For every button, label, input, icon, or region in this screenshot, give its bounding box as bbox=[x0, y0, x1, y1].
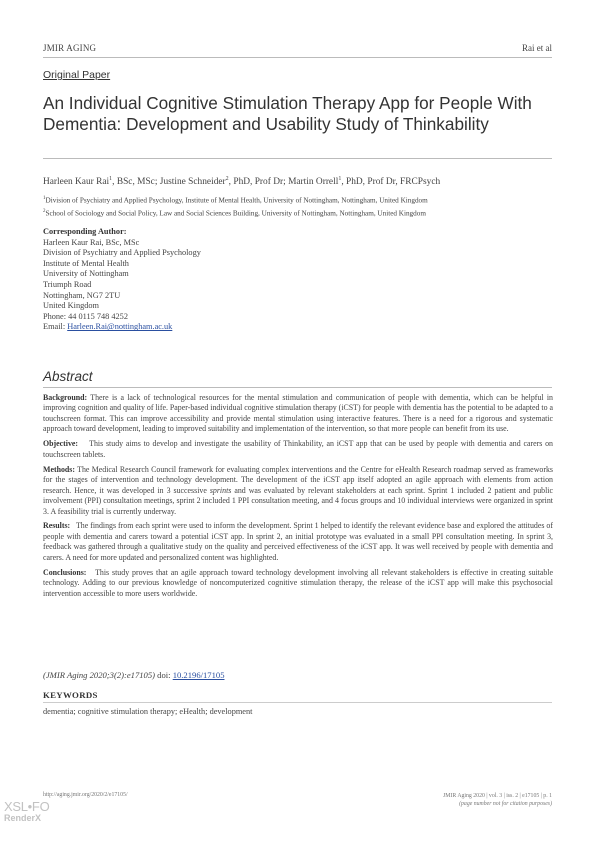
author-degrees: , PhD, Prof Dr, FRCPsych bbox=[341, 177, 441, 188]
logo-line-2: RenderX bbox=[4, 813, 42, 823]
logo-line-1: XSL•FO bbox=[4, 799, 50, 814]
results-label: Results: bbox=[43, 521, 71, 531]
author-affil-mark: 2 bbox=[225, 176, 229, 182]
corr-line: Triumph Road bbox=[43, 279, 92, 289]
journal-name: JMIR AGING bbox=[43, 43, 97, 53]
affiliation-number: 2 bbox=[43, 209, 46, 214]
author-name: Martin Orrell bbox=[288, 177, 339, 188]
corr-line: Institute of Mental Health bbox=[43, 258, 129, 268]
author-degrees: , BSc, MSc; bbox=[112, 177, 160, 188]
methods-label: Methods: bbox=[43, 464, 75, 474]
footer-url: http://aging.jmir.org/2020/2/e17105/ bbox=[43, 792, 128, 798]
affiliation-text: Division of Psychiatry and Applied Psychology, Institute of Mental Health, University of Nottingham, Nottingham, United Kingdom bbox=[45, 196, 428, 205]
email-label: Email: bbox=[43, 322, 68, 332]
keywords-heading: KEYWORDS bbox=[43, 690, 98, 700]
objective-text: This study aims to develop and investigate the usability of Thinkability, an iCST app that can be used by people with dementia and carers on touchscreen tablets. bbox=[43, 439, 554, 459]
methods-text: The Medical Research Council framework for evaluating complex interventions and the Centre for eHealth Research roadmap served as frameworks for the stages of intervention and technology development. The development of the iCST app itself adopted an agile approach with elements from action research. Hence, it was developed in 3 successive bbox=[43, 464, 553, 495]
corr-line: University of Nottingham bbox=[43, 269, 129, 279]
citation-line bbox=[43, 670, 225, 680]
background-text: There is a lack of technological resources for the mental stimulation and communication of people with dementia, which can be helpful in improving cognition and quality of life. Paper-based individual cognitive stimulation therapy (iCST) for people with dementia has the potential to be adapted to a touchscreen format. This can improve accessibility and provide mental stimulation using interactive features. There is a need for a rigorous and systematic approach toward development, leading to improved suitability and implementation of the intervention, so that more people can benefit from its use. bbox=[43, 393, 553, 434]
results-text: The findings from each sprint were used to inform the development. Sprint 1 helped to identify the relevant evidence base and explored the attitudes of people with dementia and carers toward a potential iCST app. In sprint 2, an initial prototype was evaluated in a small PPI consultation meeting. In sprint 3, feedback was gathered through a qualitative study on the quality and perceived effectiveness of the iCST app. It was well received by people with dementia and carers. A need for more updated and personalized content was highlighted. bbox=[43, 521, 553, 562]
section-tag: Original Paper bbox=[43, 69, 111, 81]
doi-label: doi: bbox=[155, 670, 173, 680]
methods-text-2: and was evaluated by relevant stakeholders at each sprint. Sprint 1 included 2 patient and public involvement (PPI) consultation meetings, sprint 2 included 1 PPI consultation meeting, and 4 focus groups and 10 individual interviews were organized in sprint 3. A feasibility trial is currently underway. bbox=[43, 485, 553, 516]
conclusions-text: This study proves that an agile approach toward technology development involving all relevant stakeholders is effective in creating suitable technology. Adding to our previous knowledge of noncomputerized cognitive stimulation therapy, the release of the iCST app will make this psychosocial intervention accessible to more users worldwide. bbox=[43, 567, 553, 598]
abstract-conclusions bbox=[43, 568, 553, 599]
corr-line: Nottingham, NG7 2TU bbox=[43, 290, 121, 300]
header-divider bbox=[43, 57, 552, 58]
background-label: Background: bbox=[43, 393, 88, 402]
keywords-text: dementia; cognitive stimulation therapy; eHealth; development bbox=[43, 707, 253, 716]
corresponding-author-block bbox=[43, 227, 201, 333]
corr-email-line bbox=[43, 322, 201, 333]
abstract-results bbox=[43, 521, 553, 563]
objective-label: Objective: bbox=[43, 439, 79, 449]
author-affil-mark: 1 bbox=[338, 176, 342, 182]
footer-journal-info: JMIR Aging 2020 | vol. 3 | iss. 2 | e17105 | p. 1 bbox=[443, 793, 552, 799]
paper-title: An Individual Cognitive Stimulation Therapy App for People With Dementia: Development and Usability Study of Thinkability bbox=[43, 93, 532, 134]
corr-line: Harleen Kaur Rai, BSc, MSc bbox=[43, 237, 140, 247]
keywords-divider bbox=[43, 702, 552, 703]
author-affil-mark: 1 bbox=[109, 176, 113, 182]
email-link[interactable]: Harleen.Rai@nottingham.ac.uk bbox=[67, 322, 173, 332]
author-list bbox=[43, 176, 440, 187]
running-author: Rai et al bbox=[522, 43, 552, 53]
corresponding-author-label: Corresponding Author: bbox=[43, 227, 127, 236]
affiliation-text: School of Sociology and Social Policy, Law and Social Sciences Building, University of Nottingham, Nottingham, United Kingdom bbox=[45, 209, 426, 218]
abstract-objective bbox=[43, 439, 553, 460]
author-name: Harleen Kaur Rai bbox=[43, 177, 110, 188]
author-name: Justine Schneider bbox=[159, 177, 226, 188]
abstract-heading: Abstract bbox=[43, 369, 93, 384]
author-degrees: , PhD, Prof Dr; bbox=[228, 177, 289, 188]
corr-line: United Kingdom bbox=[43, 301, 99, 311]
footer-page-note: (page number not for citation purposes) bbox=[459, 801, 552, 807]
title-divider bbox=[43, 158, 552, 159]
doi-link[interactable]: 10.2196/17105 bbox=[172, 670, 225, 680]
abstract-background bbox=[43, 393, 553, 435]
affiliation-2 bbox=[43, 209, 426, 217]
affiliation-number: 1 bbox=[43, 196, 46, 201]
renderx-logo bbox=[4, 800, 49, 824]
abstract-methods bbox=[43, 465, 553, 517]
abstract-body bbox=[43, 393, 553, 604]
abstract-divider bbox=[43, 387, 552, 388]
methods-italic: sprints bbox=[209, 485, 232, 495]
footer-info bbox=[443, 792, 552, 808]
corr-line: Division of Psychiatry and Applied Psychology bbox=[43, 248, 201, 258]
conclusions-label: Conclusions: bbox=[43, 567, 87, 577]
corr-line: Phone: 44 0115 748 4252 bbox=[43, 311, 128, 321]
affiliation-1 bbox=[43, 196, 428, 204]
citation-text: (JMIR Aging 2020;3(2):e17105) bbox=[43, 670, 156, 680]
